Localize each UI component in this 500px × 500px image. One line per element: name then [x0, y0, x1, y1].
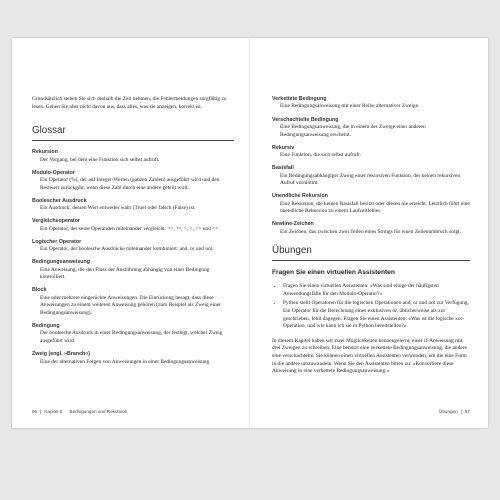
- left-page: [12, 38, 250, 428]
- glossary-term: Zweig (engl. »Branch«): [32, 351, 90, 358]
- glossary-definition: Ein Bedingungsabhängiger Zweig einer rekursiven Funktion, der keinen rekursiven Aufruf vornimmt.: [280, 172, 461, 187]
- glossary-definition: Ein Operator (%), der auf Integer-Werten (ganzen Zahlen) ausgeführt wird und den Restwert zurückgibt, wenn diese Zahl durch eine andere geteilt wird.: [40, 177, 220, 191]
- glossary-definition: Der boolesche Ausdruck in einer Bedingungsanweisung, der festlegt, welcher Zweig ausgeführt wird.: [40, 330, 223, 345]
- exercise-bullets: [272, 283, 470, 331]
- glossary-definition: Eine Bedingungsanweisung mit einer Reihe alternativer Zweige.: [280, 103, 420, 110]
- glossary-entry: [272, 145, 470, 160]
- glossary-definition: Eine der alternativen Folgen von Anweisungen in einer Bedingungsanweisung.: [40, 358, 211, 365]
- left-page-content: [32, 96, 234, 372]
- glossary-definition: Eine Anweisung, die den Fluss der Ausführung abhängig von einer Bedingung kontrolliert.: [40, 266, 210, 281]
- glossary-term: Rekursion: [32, 149, 58, 156]
- glossary-entry: [32, 149, 234, 164]
- glossary-definition: Ein Zeichen, das zwischen zwei Teilen eines Strings für einen Zeilenumbruch sorgt.: [280, 228, 462, 235]
- glossary-entry: [272, 165, 470, 188]
- glossary-entry: [32, 259, 234, 282]
- glossary-list: [32, 149, 234, 366]
- glossary-definition: Ein Ausdruck, dessen Wert entweder wahr (True) oder falsch (False) ist.: [40, 205, 196, 212]
- closing-paragraph: In diesem Kapitel haben wir zwei Möglichkeiten kennengelernt, einer if-Anweisung mit drei Zweigen zu schreiben. Eine benutzt eine verkettete Bedingungsanweisung, die andere eine verschachtelte. Sie können einen virtuellen Assistenten verwenden, um die eine Form in die andere umzuwandeln. Wenn Sie den Assistenten bitten zu: »Konvertiere diese Anweisung in eine verkettete Bedingungsanweisung.«: [272, 337, 467, 375]
- glossary-term: Bedingung: [32, 323, 60, 330]
- glossary-entry: [32, 287, 234, 317]
- glossary-entry: [272, 193, 470, 216]
- exercises-section: [272, 245, 470, 376]
- glossary-term: Rekursiv: [272, 144, 295, 151]
- exercise-bullet: • Python stellt Operatoren für die logischen Operationen and, or und not zur Verfügung, Ein Operator für die Berechnung eines exklusiven or, üblicherweise als xor geschrieben, fehlt dagegen. Fragen Sie einen Assistenten: »Was ist die logische xor-Operation, und wie kann ich sie in Python bereitstellen?«: [283, 300, 470, 330]
- glossary-definition: Eine Rekursion, die keinen Basisfall besitzt oder diesen nie erreicht. Letztlich führt eine unendliche Rekursion zu einem Laufzeitfehler.: [280, 200, 470, 215]
- glossary-term: Modulo-Operator: [32, 169, 75, 176]
- intro-paragraph: Grundsätzlich stehen Sie sich deshalb die Zeit nehmen, die Fehlermeldungen sorgfältig zu lesen. Gehen Sie aber nicht davon aus, dass alles, was sie anzeigen, korrekt ist.: [32, 96, 227, 110]
- glossary-entry: [272, 221, 470, 236]
- glossary-entry: [32, 198, 234, 213]
- glossary-definition: Der Vorgang, bei dem eine Funktion sich selbst aufruft.: [40, 156, 160, 163]
- glossary-term: Unendliche Rekursion: [272, 193, 328, 200]
- glossary-entry: [32, 239, 234, 254]
- glossary-definition: Ein Operator, der seine Operanden miteinander vergleicht: ==, !=, >, <, >= und <=.: [40, 225, 220, 232]
- glossary-entry: [32, 351, 234, 366]
- glossary-entry: [32, 323, 234, 346]
- exercise-bullet: • Fragen Sie einen virtuellen Assistenten: »Was sind einige der häufigsten Anwendungsfälle für den Modulo-Operator?«: [283, 283, 470, 298]
- glossary-term: Verschachtelte Bedingung: [272, 116, 339, 123]
- glossary-definition: Eine Bedingungsanweisung, die in einem der Zweige einer anderen Bedingungsanweisung erscheint.: [280, 123, 426, 138]
- glossary-definition: Eine oder mehrere eingerückte Anweisungen. Die Einrückung besagt, dass diese Anweisungen zu einem weiteren Anweisung gehören (zum Beispiel als Zweig einer Bedingungsanweisung).: [40, 294, 221, 316]
- glossary-term: Bedingungsanweisung: [32, 259, 90, 266]
- glossary-term: Block: [32, 287, 47, 294]
- glossary-definition: Eine Funktion, die sich selbst aufruft.: [280, 152, 361, 158]
- glossary-term: Boolescher Ausdruck: [32, 197, 87, 204]
- exercise-subheading: Fragen Sie einen virtuellen Assistenten: [272, 269, 395, 277]
- glossary-entry: [32, 218, 234, 233]
- left-footer: 96 | Kapitel 5 Bedingungen und Rekursion: [32, 409, 128, 414]
- glossary-entry: [272, 117, 470, 140]
- right-footer: Übungen | 97: [439, 409, 470, 414]
- glossary-heading: Glossar: [32, 125, 234, 141]
- running-title: Übungen: [439, 409, 458, 414]
- chapter-title: Bedingungen und Rekursion: [69, 409, 128, 414]
- glossary-term: Vergleichsoperator: [32, 218, 80, 225]
- exercises-heading: Übungen: [272, 245, 470, 261]
- right-page-content: [272, 96, 470, 376]
- glossary-term: Verkettete Bedingung: [272, 96, 327, 102]
- glossary-term: Basisfall: [272, 165, 294, 172]
- glossary-entry: [272, 96, 470, 111]
- glossary-definition: Ein Operator, der boolesche Ausdrücke miteinander kombiniert: and, or und not.: [40, 246, 214, 253]
- page-number: 97: [464, 409, 470, 414]
- glossary-list-continued: [272, 96, 470, 236]
- glossary-entry: [32, 170, 234, 193]
- glossary-term: Newline-Zeichen: [272, 221, 314, 228]
- page-number: 96: [32, 409, 38, 414]
- chapter-label: Kapitel 5: [44, 409, 63, 414]
- right-page: [250, 38, 488, 428]
- glossary-term: Logischer Operator: [32, 238, 82, 245]
